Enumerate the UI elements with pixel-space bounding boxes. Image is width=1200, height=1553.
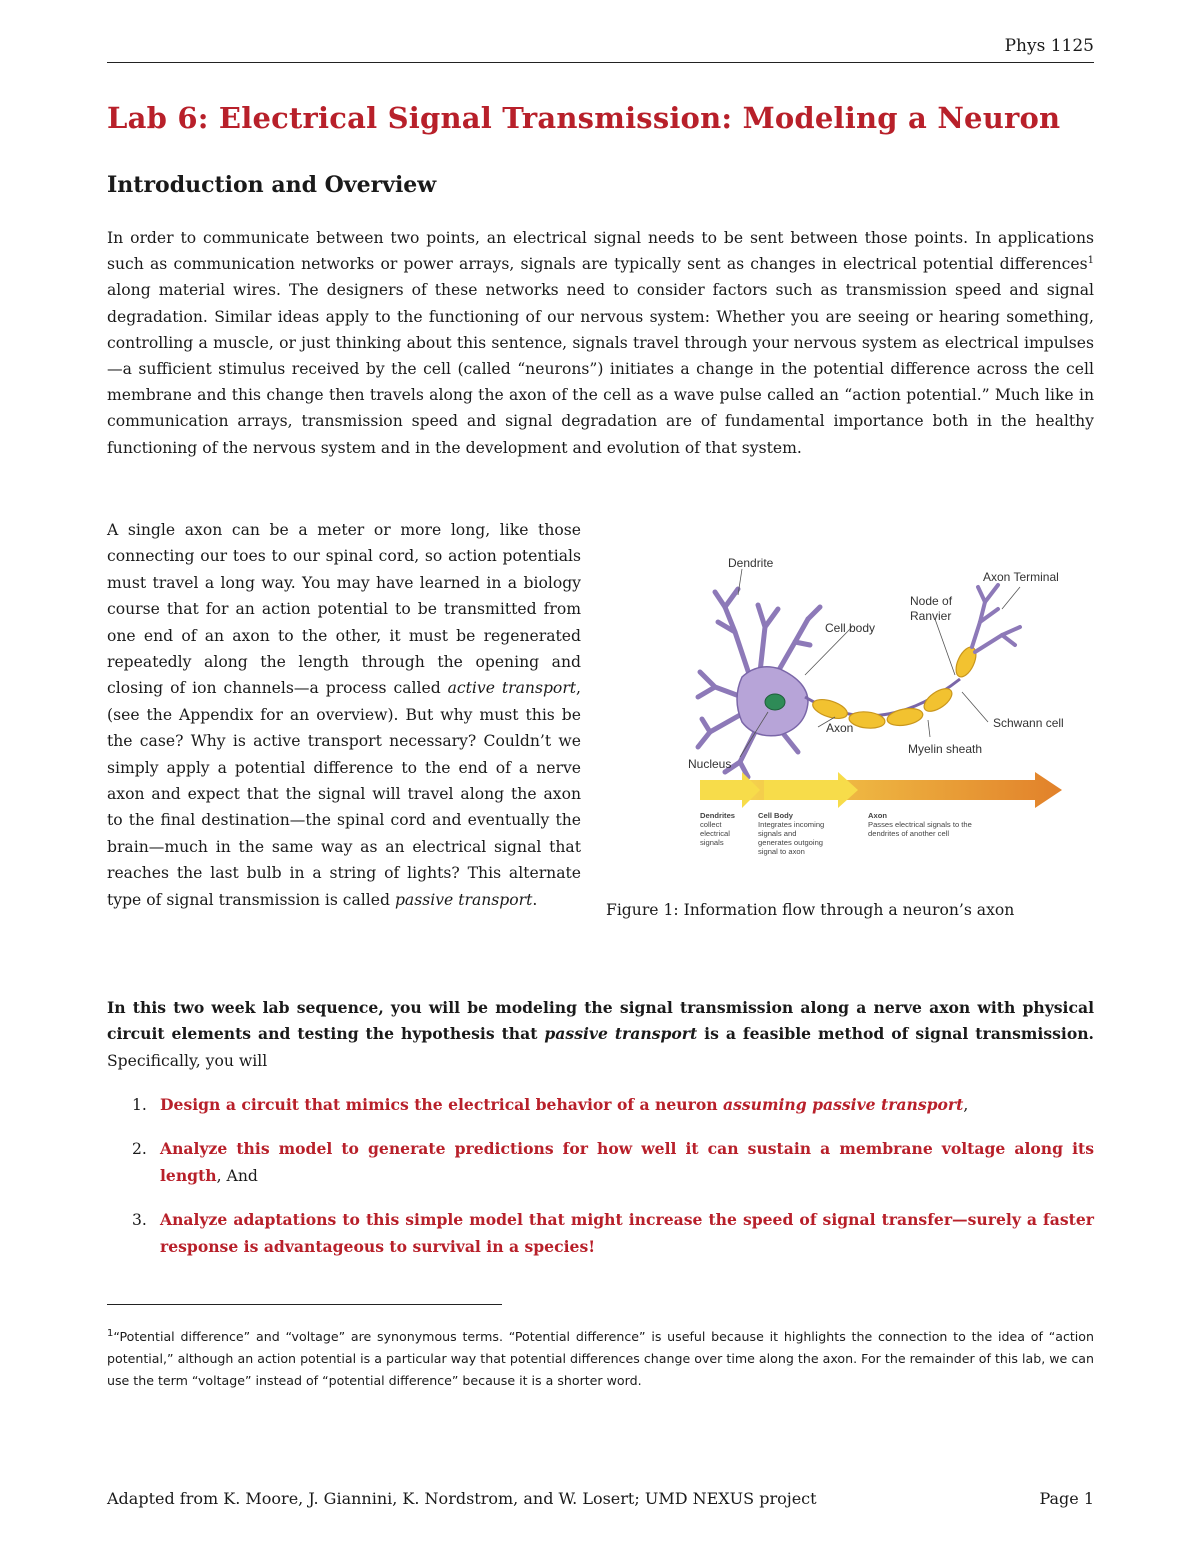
label-axon: Axon (826, 721, 854, 735)
flow-cellbody-title: Cell Body (758, 811, 794, 820)
footnote-ref[interactable]: 1 (1087, 255, 1094, 267)
flow-cellbody-line-2: signals and (758, 829, 797, 838)
flow-cellbody-line-3: generates outgoing (758, 838, 824, 847)
task-item-1 (107, 1092, 1094, 1118)
page-title: Lab 6: Electrical Signal Transmission: Modeling a Neuron (107, 101, 1061, 135)
flow-dendrites-line-2: electrical (700, 829, 730, 838)
neuron-figure (680, 547, 1090, 867)
passive-transport-term: passive transport (394, 890, 533, 909)
task-number: 2. (132, 1140, 147, 1159)
goal-bold-2: is a feasible method of signal transmission. (697, 1024, 1094, 1044)
axon-paragraph (107, 517, 581, 913)
task-emphasis: assuming passive transport (723, 1095, 964, 1114)
footnote-divider (107, 1304, 502, 1305)
page-header (107, 36, 1094, 63)
flow-axon-line-2: dendrites of another cell (868, 829, 950, 838)
nucleus (765, 694, 785, 710)
footnote-marker: 1 (107, 1327, 114, 1339)
task-text: Analyze this model to generate predictions for how well it can sustain a membrane voltage along its length (160, 1139, 1094, 1185)
intro-paragraph (107, 225, 1094, 461)
intro-text-1: In order to communicate between two points, an electrical signal needs to be sent between those points. In applications such as communication networks or power arrays, signals are typically sent as changes in electrical potential differences (107, 229, 1094, 274)
task-number: 3. (132, 1211, 147, 1230)
flow-cellbody-line-1: Integrates incoming (758, 820, 825, 829)
lab-goal-paragraph (107, 995, 1094, 1074)
figure-caption: Figure 1: Information flow through a neuron’s axon (606, 901, 1015, 919)
intro-text-2: along material wires. The designers of these networks need to consider factors such as transmission speed and signal degradation. Similar ideas apply to the functioning of our nervous system: Whether you are seeing or hearing something, controlling a muscle, or just thinking about this sentence, signals travel through your nervous system as electrical impulses—a sufficient stimulus received by the cell (called “neurons”) initiates a change in the potential difference across the cell membrane and this change then travels along the axon of the cell as a wave pulse called an “action potential.” Much like in communication arrays, transmission speed and signal degradation are of fundamental importance both in the healthy functioning of the nervous system and in the development and evolution of that system. (107, 281, 1094, 457)
task-item-2 (107, 1136, 1094, 1189)
label-schwann-cell: Schwann cell (993, 716, 1064, 730)
footnote (107, 1326, 1094, 1392)
axon-text-2: , (see the Appendix for an overview). But why must this be the case? Why is active transport necessary? Couldn’t we simply apply a potential difference to the end of a nerve axon and expect that the signal will travel along the axon to the final destination—the spinal cord and eventually the brain—much in the same way as an electrical signal that reaches the last bulb in a string of lights? This alternate type of signal transmission is called (107, 679, 582, 909)
task-tail: , (963, 1096, 969, 1114)
label-dendrite: Dendrite (728, 556, 774, 570)
axon-text-3: . (532, 890, 538, 909)
active-transport-term: active transport (447, 679, 577, 698)
label-nucleus: Nucleus (688, 757, 732, 771)
information-flow-arrow (700, 772, 1062, 808)
task-tail: , And (216, 1166, 258, 1185)
flow-dendrites-line-3: signals (700, 838, 724, 847)
task-item-3 (107, 1207, 1094, 1260)
task-text: Analyze adaptations to this simple model that might increase the speed of signal transfer—surely a faster response is advantageous to survival in a species! (160, 1210, 1094, 1256)
label-node-of: Node of (910, 594, 953, 608)
goal-rest: Specifically, you will (107, 1051, 268, 1070)
task-text: Design a circuit that mimics the electrical behavior of a neuron (160, 1095, 723, 1114)
neuron-diagram (680, 547, 1090, 867)
footnote-text: “Potential difference” and “voltage” are synonymous terms. “Potential difference” is useful because it highlights the connection to the idea of “action potential,” although an action potential is a particular way that potential differences change over time along the axon. For the remainder of this lab, we can use the term “voltage” instead of “potential difference” because it is a shorter word. (107, 1329, 1094, 1388)
course-code: Phys 1125 (1004, 36, 1094, 56)
flow-axon-title: Axon (868, 811, 887, 820)
task-number: 1. (132, 1096, 147, 1114)
arrow-cellbody (764, 772, 858, 808)
flow-axon-line-1: Passes electrical signals to the (868, 820, 972, 829)
label-axon-terminal: Axon Terminal (983, 570, 1059, 584)
flow-cellbody-line-4: signal to axon (758, 847, 805, 856)
goal-bold-em: passive transport (544, 1024, 698, 1044)
page-number: Page 1 (1039, 1489, 1094, 1508)
arrow-dendrites (700, 772, 760, 808)
myelin-sheath-segments (810, 644, 980, 730)
axon-terminal (972, 585, 1020, 652)
footer-credit: Adapted from K. Moore, J. Giannini, K. Nordstrom, and W. Losert; UMD NEXUS project (107, 1489, 817, 1508)
label-myelin-sheath: Myelin sheath (908, 742, 983, 756)
section-heading: Introduction and Overview (107, 172, 437, 198)
label-cell-body: Cell body (825, 621, 876, 635)
label-ranvier: Ranvier (910, 609, 952, 623)
flow-dendrites-line-1: collect (700, 820, 722, 829)
goal-bold-1: In this two week lab sequence, you will be modeling the signal transmission along a nerve axon with physical circuit elements and testing the hypothesis that (107, 998, 1094, 1044)
task-list (107, 1092, 1094, 1278)
axon-text-1: A single axon can be a meter or more long, like those connecting our toes to our spinal cord, so action potentials must travel a long way. You may have learned in a biology course that for an action potential to be transmitted from one end of an axon to the other, it must be regenerated repeatedly along the length through the opening and closing of ion channels—a process called (107, 521, 581, 698)
flow-dendrites-title: Dendrites (700, 811, 736, 820)
